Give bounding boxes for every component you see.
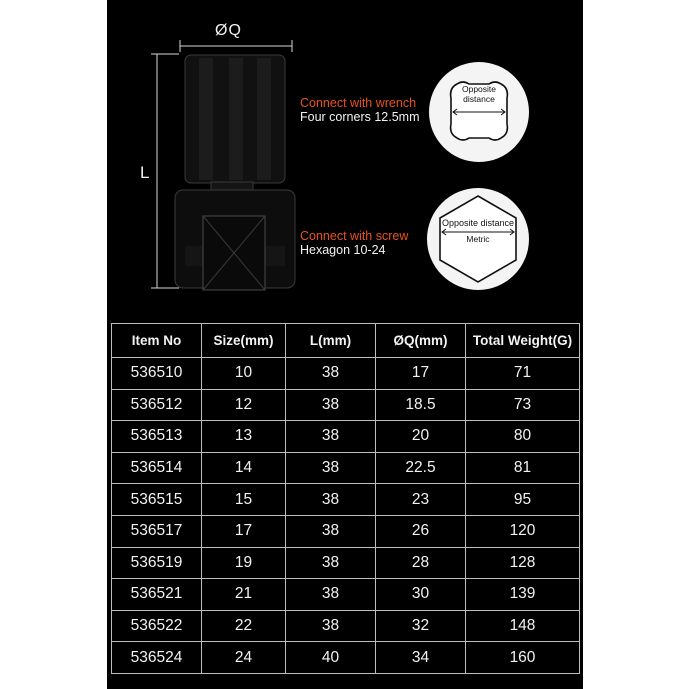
hexagon-badge [427, 188, 529, 290]
cell-item-no: 536514 [112, 452, 202, 484]
cell-size: 12 [202, 389, 286, 421]
cell-size: 10 [202, 358, 286, 390]
socket-diagram [107, 0, 583, 320]
cell-length: 38 [286, 358, 376, 390]
cell-length: 38 [286, 421, 376, 453]
table-row [112, 389, 580, 421]
wrench-callout [300, 96, 419, 124]
cell-diameter: 17 [376, 358, 466, 390]
cell-size: 19 [202, 547, 286, 579]
table-row [112, 642, 580, 674]
hexagon-label-bottom: Metric [466, 234, 490, 244]
screw-callout-detail: Hexagon 10-24 [300, 243, 386, 257]
l-dimension-label: L [140, 163, 150, 182]
square-drive-badge [429, 62, 529, 162]
cell-length: 38 [286, 484, 376, 516]
cell-diameter: 26 [376, 515, 466, 547]
cell-weight: 80 [466, 421, 580, 453]
cell-weight: 148 [466, 610, 580, 642]
cell-weight: 120 [466, 515, 580, 547]
header-item-no: Item No [112, 324, 202, 358]
product-panel [107, 0, 583, 689]
cell-length: 38 [286, 547, 376, 579]
table-header-row [112, 324, 580, 358]
cell-size: 22 [202, 610, 286, 642]
cell-weight: 95 [466, 484, 580, 516]
cell-weight: 71 [466, 358, 580, 390]
cell-length: 38 [286, 579, 376, 611]
cell-diameter: 20 [376, 421, 466, 453]
cell-length: 38 [286, 452, 376, 484]
cell-weight: 139 [466, 579, 580, 611]
wrench-callout-detail: Four corners 12.5mm [300, 110, 420, 124]
table-row [112, 547, 580, 579]
cell-item-no: 536517 [112, 515, 202, 547]
cell-size: 13 [202, 421, 286, 453]
cell-length: 38 [286, 389, 376, 421]
cell-diameter: 30 [376, 579, 466, 611]
table-row [112, 610, 580, 642]
spec-table [111, 323, 580, 674]
table-row [112, 421, 580, 453]
cell-item-no: 536519 [112, 547, 202, 579]
cell-diameter: 18.5 [376, 389, 466, 421]
square-drive-label: Opposite distance [461, 84, 497, 104]
table-row [112, 358, 580, 390]
cell-diameter: 28 [376, 547, 466, 579]
cell-item-no: 536522 [112, 610, 202, 642]
cell-item-no: 536512 [112, 389, 202, 421]
cell-weight: 128 [466, 547, 580, 579]
cell-length: 38 [286, 515, 376, 547]
cell-size: 21 [202, 579, 286, 611]
cell-item-no: 536513 [112, 421, 202, 453]
table-row [112, 452, 580, 484]
cell-item-no: 536510 [112, 358, 202, 390]
header-size: Size(mm) [202, 324, 286, 358]
hexagon-label-top: Opposite distance [441, 218, 515, 228]
cell-item-no: 536515 [112, 484, 202, 516]
square-drive-icon [429, 62, 529, 162]
screw-callout-title: Connect with screw [300, 229, 409, 243]
header-length: L(mm) [286, 324, 376, 358]
table-row [112, 579, 580, 611]
cell-weight: 73 [466, 389, 580, 421]
table-row [112, 515, 580, 547]
screw-callout [300, 229, 408, 257]
header-diameter: ØQ(mm) [376, 324, 466, 358]
cell-weight: 160 [466, 642, 580, 674]
header-weight: Total Weight(G) [466, 324, 580, 358]
cell-diameter: 34 [376, 642, 466, 674]
cell-item-no: 536521 [112, 579, 202, 611]
wrench-callout-title: Connect with wrench [300, 96, 417, 110]
cell-length: 40 [286, 642, 376, 674]
q-dimension-label: ØQ [215, 22, 242, 39]
cell-diameter: 23 [376, 484, 466, 516]
cell-size: 24 [202, 642, 286, 674]
cell-item-no: 536524 [112, 642, 202, 674]
cell-weight: 81 [466, 452, 580, 484]
cell-size: 17 [202, 515, 286, 547]
cell-length: 38 [286, 610, 376, 642]
table-row [112, 484, 580, 516]
cell-diameter: 32 [376, 610, 466, 642]
cell-size: 15 [202, 484, 286, 516]
cell-diameter: 22.5 [376, 452, 466, 484]
cell-size: 14 [202, 452, 286, 484]
socket-body [175, 55, 295, 290]
